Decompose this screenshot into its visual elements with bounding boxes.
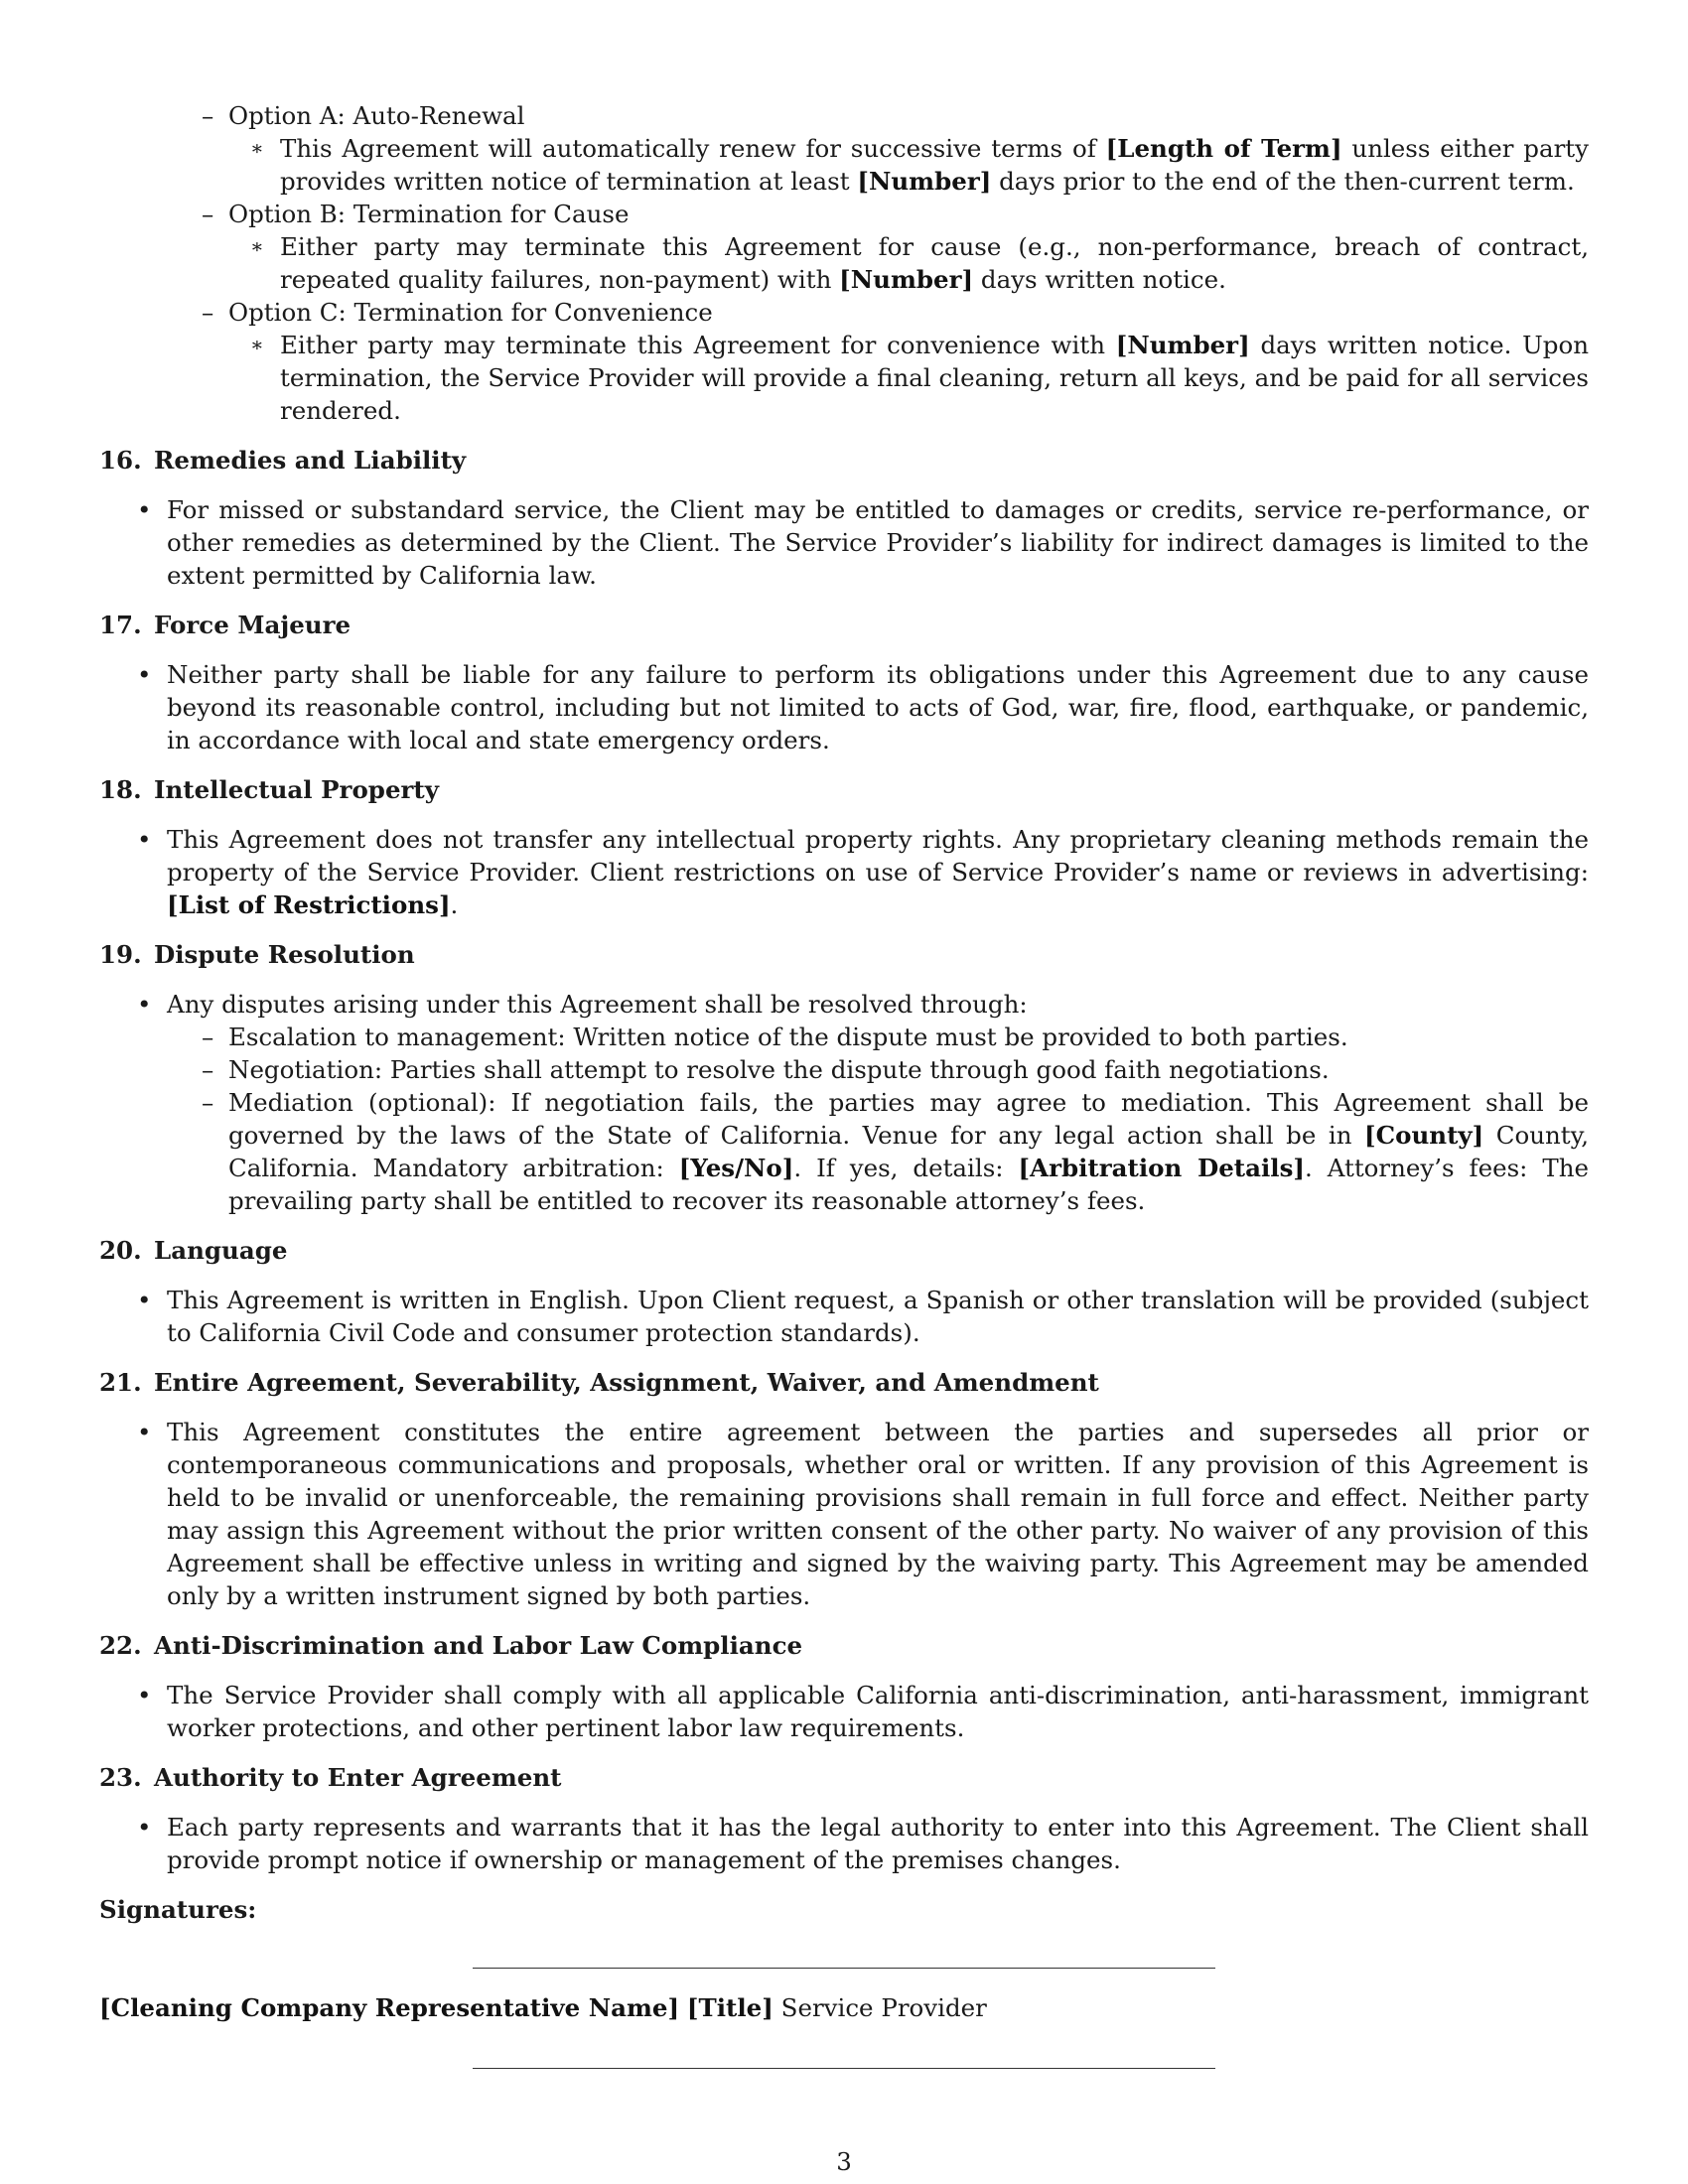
signatures-heading: Signatures:	[99, 1895, 257, 1924]
option-a-label: – Option A: Auto-Renewal	[99, 99, 1589, 132]
option-b-text: ∗ Either party may terminate this Agreement for cause (e.g., non-performance, breach of contract, repeated quality failures, non-payment) with [Number] days written notice.	[99, 230, 1589, 296]
signature-line-bottom	[473, 2068, 1215, 2069]
section-19-intro: • Any disputes arising under this Agreement shall be resolved through:	[99, 988, 1589, 1021]
section-16-heading: 16. Remedies and Liability	[99, 446, 467, 475]
page-number: 3	[836, 2147, 852, 2176]
section-19-escalation: – Escalation to management: Written notice of the dispute must be provided to both parties.	[99, 1021, 1589, 1053]
section-21-heading: 21. Entire Agreement, Severability, Assignment, Waiver, and Amendment	[99, 1368, 1099, 1397]
section-21-text: • This Agreement constitutes the entire agreement between the parties and supersedes all prior or contemporaneous communications and proposals, whether oral or written. If any provision of this Agreement is held to be invalid or unenforceable, the remaining provisions shall remain in full force and effect. Neither party may assign this Agreement without the prior written consent of the other party. No waiver of any provision of this Agreement shall be effective unless in writing and signed by the waiving party. This Agreement may be amended only by a written instrument signed by both parties.	[99, 1416, 1589, 1612]
option-a-text: ∗ This Agreement will automatically renew for successive terms of [Length of Term] unless either party provides written notice of termination at least [Number] days prior to the end of the then-current term.	[99, 132, 1589, 198]
section-19-heading: 19. Dispute Resolution	[99, 940, 415, 969]
document-page	[99, 99, 1589, 1926]
section-19-mediation: – Mediation (optional): If negotiation fails, the parties may agree to mediation. This Agreement shall be governed by the laws of the State of California. Venue for any legal action shall be in [County] County, California. Mandatory arbitration: [Yes/No]. If yes, details: [Arbitration Details]. Attorney’s fees: The prevailing party shall be entitled to recover its reasonable attorney’s fees.	[99, 1086, 1589, 1217]
section-23-text: • Each party represents and warrants that it has the legal authority to enter into this Agreement. The Client shall provide prompt notice if ownership or management of the premises changes.	[99, 1811, 1589, 1876]
section-16-text: • For missed or substandard service, the Client may be entitled to damages or credits, service re-performance, or other remedies as determined by the Client. The Service Provider’s liability for indirect damages is limited to the extent permitted by California law.	[99, 493, 1589, 592]
section-19-negotiation: – Negotiation: Parties shall attempt to resolve the dispute through good faith negotiations.	[99, 1053, 1589, 1086]
section-18-text: • This Agreement does not transfer any intellectual property rights. Any proprietary cleaning methods remain the property of the Service Provider. Client restrictions on use of Service Provider’s name or reviews in advertising: [List of Restrictions].	[99, 823, 1589, 921]
option-c-label: – Option C: Termination for Convenience	[99, 296, 1589, 329]
section-18-heading: 18. Intellectual Property	[99, 775, 439, 804]
section-17-text: • Neither party shall be liable for any failure to perform its obligations under this Agreement due to any cause beyond its reasonable control, including but not limited to acts of God, war, fire, flood, earthquake, or pandemic, in accordance with local and state emergency orders.	[99, 658, 1589, 756]
section-20-text: • This Agreement is written in English. Upon Client request, a Spanish or other translation will be provided (subject to California Civil Code and consumer protection standards).	[99, 1284, 1589, 1349]
section-17-heading: 17. Force Majeure	[99, 611, 352, 639]
option-c-text: ∗ Either party may terminate this Agreement for convenience with [Number] days written notice. Upon termination, the Service Provider will provide a final cleaning, return all keys, and be paid for all services rendered.	[99, 329, 1589, 427]
section-23-heading: 23. Authority to Enter Agreement	[99, 1763, 562, 1792]
signature-line-top	[473, 1968, 1215, 1969]
section-20-heading: 20. Language	[99, 1236, 288, 1265]
section-22-heading: 22. Anti-Discrimination and Labor Law Compliance	[99, 1631, 803, 1660]
signature-name-line: [Cleaning Company Representative Name] [Title] Service Provider	[99, 1993, 987, 2022]
option-b-label: – Option B: Termination for Cause	[99, 198, 1589, 230]
section-22-text: • The Service Provider shall comply with all applicable California anti-discrimination, anti-harassment, immigrant worker protections, and other pertinent labor law requirements.	[99, 1679, 1589, 1744]
